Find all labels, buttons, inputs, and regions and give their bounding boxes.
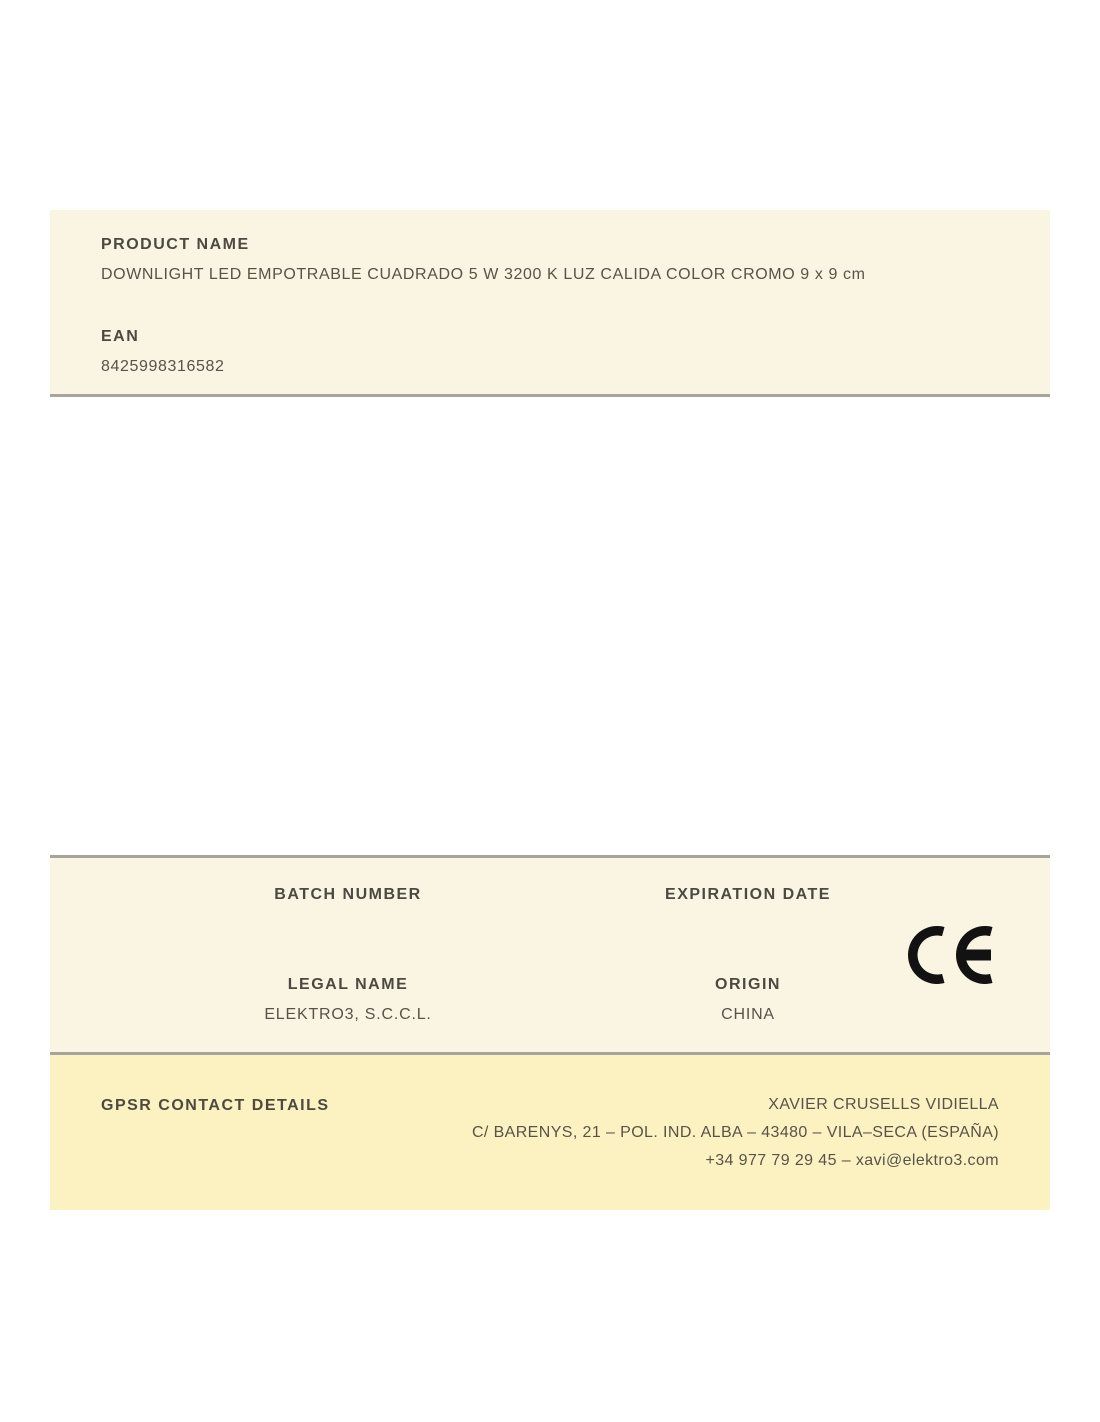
legal-name-value: ELEKTRO3, S.C.C.L. (264, 1006, 432, 1023)
ean-label: EAN (101, 328, 140, 345)
expiration-date-label: EXPIRATION DATE (665, 886, 831, 903)
legal-name-label: LEGAL NAME (287, 976, 409, 993)
gpsr-contact-details-label: GPSR CONTACT DETAILS (101, 1097, 330, 1114)
product-name-label: PRODUCT NAME (101, 236, 250, 253)
product-info-panel (50, 210, 1050, 397)
gpsr-contact-panel (50, 1055, 1050, 1210)
ean-value: 8425998316582 (101, 358, 225, 375)
contact-name: XAVIER CRUSELLS VIDIELLA (768, 1096, 999, 1113)
contact-phone-email: +34 977 79 29 45 – xavi@elektro3.com (705, 1152, 999, 1169)
product-name-value: DOWNLIGHT LED EMPOTRABLE CUADRADO 5 W 3200 K LUZ CALIDA COLOR CROMO 9 x 9 cm (101, 266, 866, 283)
gpsr-contact-block (472, 1091, 999, 1175)
origin-value: CHINA (721, 1006, 775, 1023)
contact-address: C/ BARENYS, 21 – POL. IND. ALBA – 43480 – VILA–SECA (ESPAÑA) (471, 1124, 999, 1141)
origin-label: ORIGIN (715, 976, 781, 993)
batch-number-label: BATCH NUMBER (274, 886, 422, 903)
batch-legal-panel (50, 855, 1050, 1055)
ce-mark-icon (908, 926, 994, 984)
